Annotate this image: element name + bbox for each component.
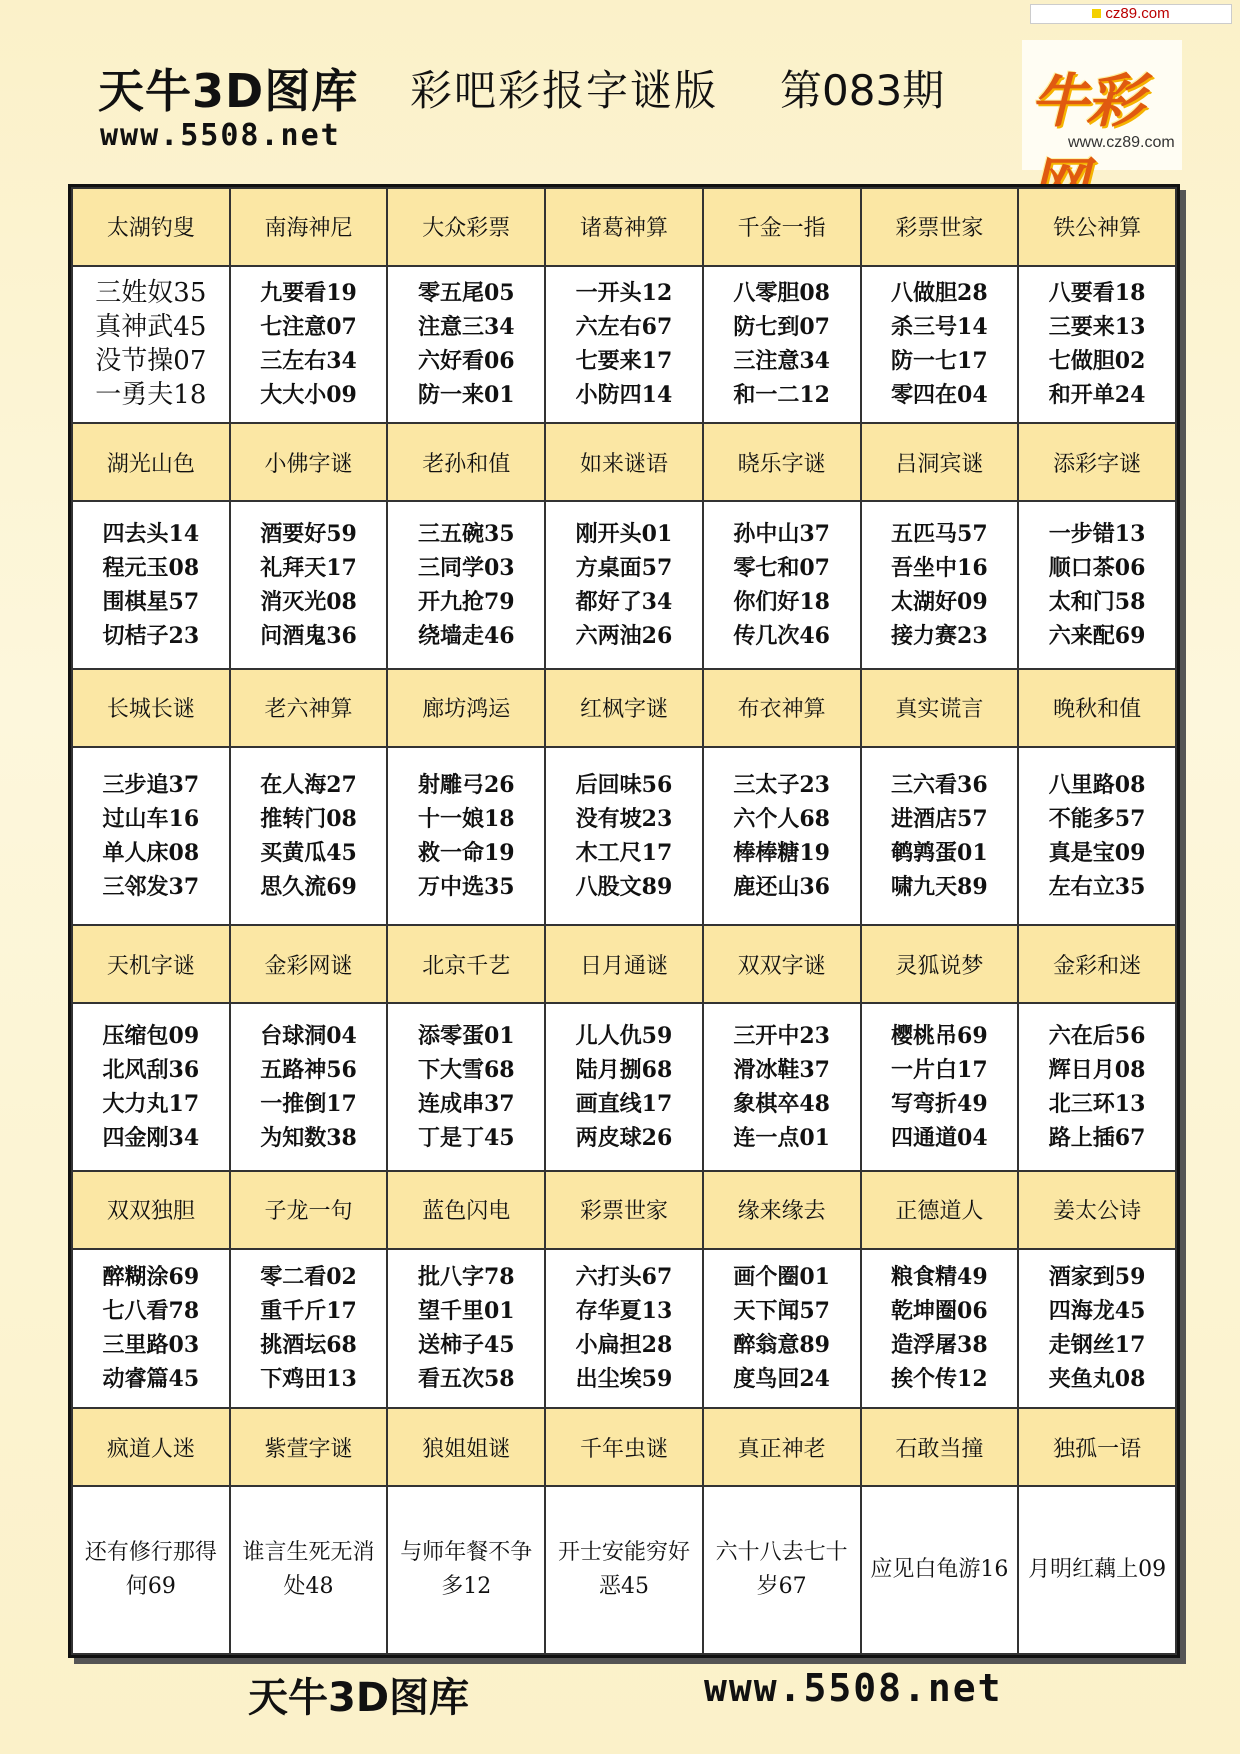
riddle-line: 万中选35 bbox=[417, 873, 515, 900]
column-header: 北京千艺 bbox=[387, 925, 545, 1003]
header-row bbox=[72, 925, 1176, 1003]
content-row bbox=[72, 501, 1176, 669]
riddle-line: 造浮屠38 bbox=[891, 1332, 988, 1359]
riddle-line: 孙中山37 bbox=[733, 520, 830, 547]
riddle-line: 顺口茶06 bbox=[1048, 554, 1146, 581]
riddle-line: 推转门08 bbox=[260, 805, 357, 832]
riddle-line: 何69 bbox=[125, 1573, 176, 1599]
column-header: 千年虫谜 bbox=[545, 1408, 703, 1486]
riddle-cell bbox=[545, 747, 703, 926]
riddle-line: 还有修行那得 bbox=[84, 1539, 217, 1565]
riddle-line: 八股文89 bbox=[575, 873, 673, 900]
riddle-line: 救一命19 bbox=[417, 839, 515, 866]
column-header: 金彩和迷 bbox=[1018, 925, 1176, 1003]
riddle-cell bbox=[703, 501, 861, 669]
riddle-line: 压缩包09 bbox=[102, 1022, 200, 1049]
riddle-line: 真神武45 bbox=[95, 312, 207, 343]
riddle-cell bbox=[387, 1486, 545, 1654]
riddle-line: 三里路03 bbox=[102, 1332, 200, 1359]
riddle-cell bbox=[72, 501, 230, 669]
riddle-line: 儿人仇59 bbox=[575, 1022, 673, 1049]
riddle-cell bbox=[230, 266, 388, 424]
riddle-line: 大大小09 bbox=[260, 382, 357, 409]
riddle-line: 应见白龟游16 bbox=[870, 1556, 1009, 1582]
logo-mark: 牛彩 bbox=[1030, 67, 1143, 135]
riddle-line: 大力丸17 bbox=[102, 1090, 200, 1117]
footer-url: www.5508.net bbox=[704, 1666, 1003, 1710]
watermark-badge bbox=[1030, 4, 1232, 24]
column-header: 正德道人 bbox=[861, 1171, 1019, 1249]
column-header: 缘来缘去 bbox=[703, 1171, 861, 1249]
riddle-line: 防一来01 bbox=[417, 382, 515, 409]
riddle-line: 下鸡田13 bbox=[260, 1366, 357, 1393]
riddle-line: 四通道04 bbox=[891, 1124, 988, 1151]
riddle-cell bbox=[230, 1003, 388, 1171]
riddle-line: 防一七17 bbox=[891, 348, 988, 375]
riddle-line: 开士安能穷好 bbox=[557, 1539, 690, 1565]
riddle-line: 多12 bbox=[441, 1573, 492, 1599]
riddle-cell bbox=[387, 501, 545, 669]
riddle-cell bbox=[545, 1249, 703, 1409]
riddle-line: 七注意07 bbox=[260, 314, 357, 341]
riddle-cell bbox=[72, 1003, 230, 1171]
riddle-line: 方桌面57 bbox=[575, 554, 673, 581]
riddle-line: 十一娘18 bbox=[417, 805, 515, 832]
riddle-line: 零二看02 bbox=[260, 1264, 357, 1291]
riddle-line: 酒要好59 bbox=[260, 520, 357, 547]
riddle-line: 三注意34 bbox=[733, 348, 830, 375]
riddle-line: 都好了34 bbox=[575, 588, 673, 615]
column-header: 紫萱字谜 bbox=[230, 1408, 388, 1486]
riddle-line: 三步追37 bbox=[102, 771, 200, 798]
header-row bbox=[72, 1408, 1176, 1486]
riddle-line: 送柿子45 bbox=[417, 1332, 515, 1359]
riddle-line: 鹿还山36 bbox=[733, 873, 830, 900]
header-row bbox=[72, 1171, 1176, 1249]
riddle-line: 三五碗35 bbox=[417, 520, 515, 547]
riddle-line: 问酒鬼36 bbox=[260, 622, 357, 649]
riddle-line: 乾坤圈06 bbox=[891, 1298, 988, 1325]
riddle-line: 下大雪68 bbox=[417, 1056, 515, 1083]
riddle-line: 存华夏13 bbox=[575, 1298, 673, 1325]
site-url: www.5508.net bbox=[100, 118, 341, 153]
riddle-line: 两皮球26 bbox=[575, 1124, 673, 1151]
riddle-line: 六左右67 bbox=[575, 314, 673, 341]
riddle-line: 四去头14 bbox=[102, 520, 200, 547]
riddle-line: 太和门58 bbox=[1048, 588, 1146, 615]
content-row bbox=[72, 1003, 1176, 1171]
riddle-line: 没节操07 bbox=[95, 346, 207, 377]
riddle-line: 岁67 bbox=[756, 1573, 807, 1599]
column-header: 蓝色闪电 bbox=[387, 1171, 545, 1249]
column-header: 千金一指 bbox=[703, 188, 861, 266]
column-header: 金彩网谜 bbox=[230, 925, 388, 1003]
riddle-cell bbox=[1018, 747, 1176, 926]
riddle-line: 四海龙45 bbox=[1048, 1298, 1146, 1325]
riddle-line: 没有坡23 bbox=[575, 805, 673, 832]
riddle-grid bbox=[71, 187, 1177, 1655]
column-header: 太湖钓叟 bbox=[72, 188, 230, 266]
column-header: 日月通谜 bbox=[545, 925, 703, 1003]
riddle-line: 后回味56 bbox=[575, 771, 673, 798]
column-header: 添彩字谜 bbox=[1018, 423, 1176, 501]
riddle-line: 进酒店57 bbox=[891, 805, 988, 832]
riddle-line: 小扁担28 bbox=[575, 1332, 673, 1359]
riddle-line: 三邻发37 bbox=[102, 873, 200, 900]
riddle-line: 北三环13 bbox=[1048, 1090, 1146, 1117]
riddle-line: 七要来17 bbox=[575, 348, 673, 375]
riddle-line: 啸九天89 bbox=[891, 873, 988, 900]
content-row bbox=[72, 1249, 1176, 1409]
header-row bbox=[72, 669, 1176, 747]
column-header: 石敢当撞 bbox=[861, 1408, 1019, 1486]
riddle-line: 零四在04 bbox=[891, 382, 988, 409]
riddle-line: 零七和07 bbox=[733, 554, 830, 581]
riddle-line: 不能多57 bbox=[1048, 805, 1146, 832]
riddle-cell bbox=[230, 1249, 388, 1409]
riddle-line: 粮食精49 bbox=[891, 1264, 988, 1291]
riddle-line: 一步错13 bbox=[1048, 520, 1146, 547]
riddle-line: 酒家到59 bbox=[1048, 1264, 1146, 1291]
riddle-line: 象棋卒48 bbox=[733, 1090, 830, 1117]
riddle-line: 过山车16 bbox=[102, 805, 200, 832]
content-row bbox=[72, 1486, 1176, 1654]
riddle-line: 真是宝09 bbox=[1048, 839, 1146, 866]
column-header: 红枫字谜 bbox=[545, 669, 703, 747]
riddle-cell bbox=[545, 266, 703, 424]
column-header: 布衣神算 bbox=[703, 669, 861, 747]
column-header: 真实谎言 bbox=[861, 669, 1019, 747]
riddle-cell bbox=[387, 1003, 545, 1171]
riddle-line: 接力赛23 bbox=[891, 622, 988, 649]
riddle-line: 思久流69 bbox=[260, 873, 357, 900]
riddle-line: 吾坐中16 bbox=[891, 554, 988, 581]
riddle-line: 丁是丁45 bbox=[417, 1124, 515, 1151]
riddle-line: 程元玉08 bbox=[102, 554, 200, 581]
column-header: 真正神老 bbox=[703, 1408, 861, 1486]
riddle-cell bbox=[1018, 1486, 1176, 1654]
column-header: 诸葛神算 bbox=[545, 188, 703, 266]
riddle-cell bbox=[72, 1486, 230, 1654]
riddle-line: 六两油26 bbox=[575, 622, 673, 649]
riddle-line: 度鸟回24 bbox=[733, 1366, 830, 1393]
riddle-line: 挑酒坛68 bbox=[260, 1332, 357, 1359]
riddle-line: 一开头12 bbox=[575, 280, 673, 307]
watermark-text: cz89.com bbox=[1105, 5, 1170, 22]
riddle-line: 画直线17 bbox=[575, 1090, 673, 1117]
riddle-line: 射雕弓26 bbox=[417, 771, 515, 798]
riddle-line: 走钢丝17 bbox=[1048, 1332, 1146, 1359]
riddle-line: 围棋星57 bbox=[102, 588, 200, 615]
riddle-line: 切桔子23 bbox=[102, 622, 200, 649]
riddle-cell bbox=[861, 1486, 1019, 1654]
riddle-line: 樱桃吊69 bbox=[891, 1022, 988, 1049]
riddle-line: 五路神56 bbox=[260, 1056, 357, 1083]
riddle-line: 六来配69 bbox=[1048, 622, 1146, 649]
column-header: 晓乐字谜 bbox=[703, 423, 861, 501]
riddle-cell bbox=[387, 266, 545, 424]
content-row bbox=[72, 266, 1176, 424]
riddle-grid-body bbox=[72, 188, 1176, 1654]
riddle-line: 七做胆02 bbox=[1048, 348, 1146, 375]
riddle-line: 三要来13 bbox=[1048, 314, 1146, 341]
riddle-line: 三同学03 bbox=[417, 554, 515, 581]
riddle-line: 夹鱼丸08 bbox=[1048, 1366, 1146, 1393]
column-header: 大众彩票 bbox=[387, 188, 545, 266]
riddle-cell bbox=[861, 501, 1019, 669]
column-header: 南海神尼 bbox=[230, 188, 388, 266]
riddle-line: 传几次46 bbox=[733, 622, 830, 649]
riddle-line: 添零蛋01 bbox=[417, 1022, 515, 1049]
column-header: 铁公神算 bbox=[1018, 188, 1176, 266]
riddle-line: 在人海27 bbox=[260, 771, 357, 798]
riddle-line: 三太子23 bbox=[733, 771, 830, 798]
riddle-line: 三左右34 bbox=[260, 348, 357, 375]
riddle-line: 杀三号14 bbox=[891, 314, 988, 341]
riddle-line: 醉糊涂69 bbox=[102, 1264, 200, 1291]
column-header: 天机字谜 bbox=[72, 925, 230, 1003]
riddle-line: 谁言生死无消 bbox=[242, 1539, 375, 1565]
riddle-line: 开九抢79 bbox=[417, 588, 515, 615]
riddle-line: 六十八去七十 bbox=[715, 1539, 848, 1565]
column-header: 独孤一语 bbox=[1018, 1408, 1176, 1486]
edition-subtitle: 彩吧彩报字谜版 bbox=[410, 66, 719, 115]
column-header: 如来谜语 bbox=[545, 423, 703, 501]
dot-icon bbox=[1092, 9, 1101, 18]
riddle-line: 注意三34 bbox=[417, 314, 515, 341]
riddle-cell bbox=[703, 747, 861, 926]
riddle-cell bbox=[545, 1003, 703, 1171]
riddle-line: 四金刚34 bbox=[102, 1124, 200, 1151]
riddle-line: 连一点01 bbox=[733, 1124, 830, 1151]
column-header: 灵狐说梦 bbox=[861, 925, 1019, 1003]
riddle-cell bbox=[703, 266, 861, 424]
column-header: 彩票世家 bbox=[545, 1171, 703, 1249]
riddle-line: 画个圈01 bbox=[733, 1264, 830, 1291]
riddle-line: 出尘埃59 bbox=[575, 1366, 673, 1393]
riddle-line: 与师年餐不争 bbox=[400, 1539, 533, 1565]
riddle-line: 一勇夫18 bbox=[95, 380, 207, 411]
riddle-cell bbox=[387, 747, 545, 926]
column-header: 廊坊鸿运 bbox=[387, 669, 545, 747]
issue-number: 第083期 bbox=[780, 66, 945, 115]
riddle-cell bbox=[72, 747, 230, 926]
riddle-cell bbox=[72, 1249, 230, 1409]
riddle-line: 礼拜天17 bbox=[260, 554, 357, 581]
riddle-line: 八零胆08 bbox=[733, 280, 830, 307]
riddle-line: 批八字78 bbox=[417, 1264, 515, 1291]
riddle-line: 消灭光08 bbox=[260, 588, 357, 615]
riddle-table bbox=[68, 184, 1180, 1658]
riddle-line: 你们好18 bbox=[733, 588, 830, 615]
riddle-line: 一推倒17 bbox=[260, 1090, 357, 1117]
column-header: 子龙一句 bbox=[230, 1171, 388, 1249]
logo-url: www.cz89.com bbox=[1068, 134, 1175, 151]
riddle-cell bbox=[861, 266, 1019, 424]
riddle-line: 天下闻57 bbox=[733, 1298, 830, 1325]
riddle-line: 一片白17 bbox=[891, 1056, 988, 1083]
riddle-line: 零五尾05 bbox=[417, 280, 515, 307]
column-header: 疯道人迷 bbox=[72, 1408, 230, 1486]
riddle-line: 六打头67 bbox=[575, 1264, 673, 1291]
riddle-line: 五匹马57 bbox=[891, 520, 988, 547]
riddle-cell bbox=[703, 1486, 861, 1654]
content-row bbox=[72, 747, 1176, 926]
logo bbox=[1022, 40, 1182, 170]
riddle-line: 三姓奴35 bbox=[95, 278, 207, 309]
column-header: 狼姐姐谜 bbox=[387, 1408, 545, 1486]
riddle-cell bbox=[230, 1486, 388, 1654]
riddle-line: 动睿篇45 bbox=[102, 1366, 200, 1393]
riddle-line: 恶45 bbox=[598, 1573, 649, 1599]
riddle-cell bbox=[703, 1249, 861, 1409]
column-header: 双双独胆 bbox=[72, 1171, 230, 1249]
riddle-line: 八要看18 bbox=[1048, 280, 1146, 307]
riddle-line: 台球洞04 bbox=[260, 1022, 357, 1049]
column-header: 姜太公诗 bbox=[1018, 1171, 1176, 1249]
header-row bbox=[72, 188, 1176, 266]
riddle-line: 六个人68 bbox=[733, 805, 830, 832]
riddle-line: 太湖好09 bbox=[891, 588, 988, 615]
riddle-cell bbox=[1018, 1249, 1176, 1409]
riddle-cell bbox=[545, 1486, 703, 1654]
riddle-line: 六好看06 bbox=[417, 348, 515, 375]
riddle-line: 重千斤17 bbox=[260, 1298, 357, 1325]
column-header: 吕洞宾谜 bbox=[861, 423, 1019, 501]
riddle-cell bbox=[861, 747, 1019, 926]
riddle-line: 看五次58 bbox=[417, 1366, 515, 1393]
riddle-line: 和一二12 bbox=[733, 382, 830, 409]
riddle-line: 防七到07 bbox=[733, 314, 830, 341]
column-header: 长城长谜 bbox=[72, 669, 230, 747]
riddle-line: 望千里01 bbox=[417, 1298, 515, 1325]
riddle-line: 为知数38 bbox=[260, 1124, 357, 1151]
riddle-cell bbox=[230, 501, 388, 669]
riddle-line: 绕墙走46 bbox=[417, 622, 515, 649]
riddle-line: 北风刮36 bbox=[102, 1056, 200, 1083]
column-header: 湖光山色 bbox=[72, 423, 230, 501]
column-header: 老六神算 bbox=[230, 669, 388, 747]
riddle-line: 辉日月08 bbox=[1048, 1056, 1146, 1083]
riddle-line: 滑冰鞋37 bbox=[733, 1056, 830, 1083]
riddle-cell bbox=[1018, 1003, 1176, 1171]
riddle-line: 刚开头01 bbox=[575, 520, 673, 547]
riddle-line: 棒棒糖19 bbox=[733, 839, 830, 866]
riddle-cell bbox=[72, 266, 230, 424]
riddle-line: 连成串37 bbox=[417, 1090, 515, 1117]
column-header: 晚秋和值 bbox=[1018, 669, 1176, 747]
riddle-cell bbox=[861, 1249, 1019, 1409]
riddle-line: 写弯折49 bbox=[891, 1090, 988, 1117]
riddle-line: 买黄瓜45 bbox=[260, 839, 357, 866]
riddle-line: 九要看19 bbox=[260, 280, 357, 307]
column-header: 彩票世家 bbox=[861, 188, 1019, 266]
riddle-line: 单人床08 bbox=[102, 839, 200, 866]
riddle-cell bbox=[703, 1003, 861, 1171]
riddle-line: 陆月捌68 bbox=[575, 1056, 673, 1083]
riddle-line: 左右立35 bbox=[1048, 873, 1146, 900]
column-header: 双双字谜 bbox=[703, 925, 861, 1003]
column-header: 小佛字谜 bbox=[230, 423, 388, 501]
riddle-line: 路上插67 bbox=[1048, 1124, 1146, 1151]
riddle-line: 月明红藕上09 bbox=[1028, 1556, 1167, 1582]
riddle-line: 处48 bbox=[283, 1573, 334, 1599]
riddle-line: 八里路08 bbox=[1048, 771, 1146, 798]
riddle-line: 三开中23 bbox=[733, 1022, 830, 1049]
riddle-cell bbox=[861, 1003, 1019, 1171]
header-row bbox=[72, 423, 1176, 501]
riddle-line: 三六看36 bbox=[891, 771, 988, 798]
riddle-cell bbox=[545, 501, 703, 669]
riddle-line: 八做胆28 bbox=[891, 280, 988, 307]
riddle-line: 和开单24 bbox=[1048, 382, 1146, 409]
riddle-cell bbox=[387, 1249, 545, 1409]
riddle-line: 七八看78 bbox=[102, 1298, 200, 1325]
riddle-line: 鹌鹑蛋01 bbox=[891, 839, 988, 866]
riddle-line: 挨个传12 bbox=[891, 1366, 988, 1393]
riddle-cell bbox=[230, 747, 388, 926]
riddle-line: 小防四14 bbox=[575, 382, 673, 409]
column-header: 老孙和值 bbox=[387, 423, 545, 501]
riddle-cell bbox=[1018, 266, 1176, 424]
brand-title: 天牛3D图库 bbox=[98, 64, 359, 118]
riddle-cell bbox=[1018, 501, 1176, 669]
riddle-line: 木工尺17 bbox=[575, 839, 673, 866]
riddle-line: 醉翁意89 bbox=[733, 1332, 830, 1359]
riddle-line: 六在后56 bbox=[1048, 1022, 1146, 1049]
footer-brand: 天牛3D图库 bbox=[248, 1675, 470, 1721]
